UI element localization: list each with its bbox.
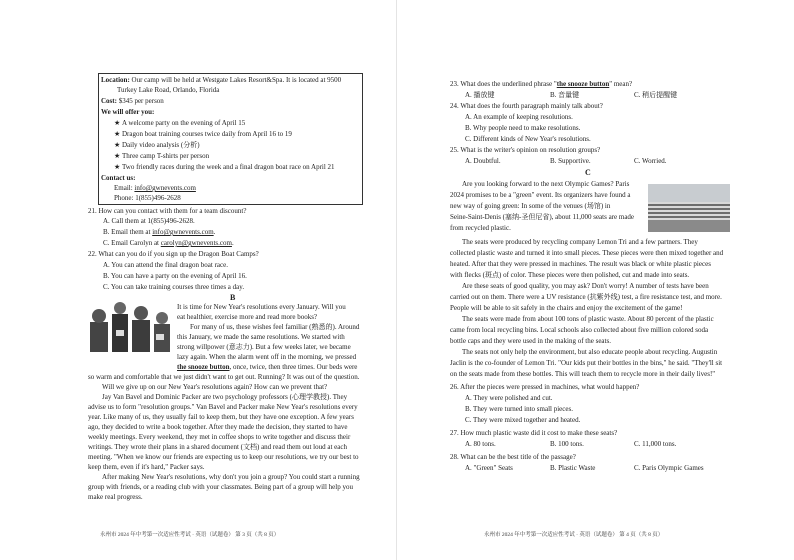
passage-b-line: eat healthier, exercise more and read more books? <box>177 313 318 321</box>
passage-c-line: came from local recycling bins. Local schools also collected about five million colored soda <box>450 326 709 334</box>
q26-option-a[interactable]: A. They were polished and cut. <box>465 394 553 402</box>
passage-b-line: For many of us, these wishes feel familiar (熟悉的). Around <box>190 323 360 331</box>
passage-c-line: Are these seats of good quality, you may ask? Don't worry! A number of tests have been <box>462 282 709 290</box>
passage-c-line: The seats not only help the environment, but also educate people about recycling. Augustin <box>462 348 718 356</box>
passage-c-line: Jaclin is the co-founder of Lemon Tri. "Our kids put their bottles in the bins," he said. "They'll sit <box>450 359 723 367</box>
passage-c-line: with flecks (斑点) of color. These pieces were then polished, cut and made into seats. <box>450 271 690 279</box>
q22-option-b[interactable]: B. You can have a party on the evening of April 16. <box>103 272 247 280</box>
passage-b-line: After making New Year's resolutions, why don't you join a group? You could start a running <box>102 473 360 481</box>
q25-option-a[interactable]: A. Doubtful. <box>465 157 501 165</box>
right-page-footer: 永州市 2024 年中考第一次适应性考试 · 英语（试题卷） 第 4 页（共 8 页） <box>484 532 664 538</box>
passage-b-line: year. Like many of us, they usually fail to keep them, but they have one exception. A few years <box>88 413 354 421</box>
passage-b-line: group with friends, or a reading club with your classmates. Being part of a group will help you <box>88 483 353 491</box>
q23-option-c[interactable]: C. 稍后提醒键 <box>634 91 678 99</box>
q25-option-b[interactable]: B. Supportive. <box>550 157 591 165</box>
email-link[interactable]: info@gwnevents.com <box>134 184 196 192</box>
q24-stem: 24. What does the fourth paragraph mainly talk about? <box>450 102 603 110</box>
passage-c-line: heated. After that they were pressed in machines. The result was black or white plastic pieces <box>450 260 711 268</box>
passage-b-line: meeting. "When we know our friends are expecting us to keep our resolutions, we try our best to <box>88 453 359 461</box>
passage-b-line: keep them, even if it's hard," Packer says. <box>88 463 205 471</box>
q24-option-b[interactable]: B. Why people need to make resolutions. <box>465 124 581 132</box>
star-icon: ★ <box>114 119 121 127</box>
q28-stem: 28. What can be the best title of the passage? <box>450 453 576 461</box>
notice-email: Email: info@gwnevents.com <box>114 184 196 192</box>
q22-option-c[interactable]: C. You can take training courses three times a day. <box>103 283 245 291</box>
passage-c-line: People will be able to sit safely in the chairs and enjoy the excitement of the game! <box>450 304 683 312</box>
q27-option-c[interactable]: C. 11,000 tons. <box>634 440 677 448</box>
q21-option-b[interactable]: B. Email them at info@gwnevents.com. <box>103 228 216 236</box>
offer-item: ★ Two friendly races during the week and a final dragon boat race on April 21 <box>114 163 335 171</box>
left-page-footer: 永州市 2024 年中考第一次适应性考试 · 英语（试题卷） 第 3 页（共 8 页） <box>100 532 280 538</box>
star-icon: ★ <box>114 152 121 160</box>
passage-b-line: ago, they decided to write a book together. After they made the decision, they started to have <box>88 423 348 431</box>
notice-phone: Phone: 1(855)496-2628 <box>114 194 181 202</box>
passage-c-line: Are you looking forward to the next Olympic Games? Paris <box>462 180 630 188</box>
passage-b-line: Jay Van Bavel and Dominic Packer are two psychology professors (心理学教授). They <box>102 393 348 401</box>
q28-option-b[interactable]: B. Plastic Waste <box>550 464 596 472</box>
q25-option-c[interactable]: C. Worried. <box>634 157 667 165</box>
passage-c-line: The seats were made from about 100 tons of plastic waste. About 80 percent of the plastic <box>462 315 714 323</box>
star-icon: ★ <box>114 141 121 149</box>
q21-option-c[interactable]: C. Email Carolyn at carolyn@gwnevents.com. <box>103 239 234 247</box>
offer-item: ★ Daily video analysis (分析) <box>114 141 200 149</box>
passage-c-line: bottle caps and they were used in the making of the seats. <box>450 337 611 345</box>
page-divider <box>396 0 397 560</box>
passage-c-line: Seine-Saint-Denis (塞纳-圣但尼省), about 11,000 seats are made <box>450 213 635 221</box>
notice-contact-heading: Contact us: <box>101 174 136 182</box>
q24-option-a[interactable]: A. An example of keeping resolutions. <box>465 113 573 121</box>
q22-stem: 22. What can you do if you sign up the Dragon Boat Camps? <box>88 250 259 258</box>
q27-option-a[interactable]: A. 80 tons. <box>465 440 496 448</box>
passage-b-line: strong willpower (意志力). But a few weeks later, we became <box>177 343 351 351</box>
q23-stem: 23. What does the underlined phrase "the snooze button" mean? <box>450 80 633 88</box>
photo-seat-row <box>648 212 730 214</box>
q23-option-b[interactable]: B. 音量键 <box>550 91 580 99</box>
passage-b-line: weekly meetings. Every weekend, they met in coffee shops to write together and discuss their <box>88 433 351 441</box>
passage-b-line: It is time for New Year's resolutions every January. Will you <box>177 303 346 311</box>
stadium-seats-photo <box>648 184 730 232</box>
q28-option-a[interactable]: A. "Green" Seats <box>465 464 513 472</box>
photo-field <box>648 220 730 232</box>
section-b-heading: B <box>230 293 236 302</box>
q23-option-a[interactable]: A. 播放键 <box>465 91 495 99</box>
q27-option-b[interactable]: B. 100 tons. <box>550 440 584 448</box>
passage-c-line: The seats were produced by recycling company Lemon Tri and a few partners. They <box>462 238 698 246</box>
notice-location: Location: Our camp will be held at Westgate Lakes Resort&Spa. It is located at 9500 <box>101 76 342 84</box>
passage-b-line: advise us to form "resolution groups." Van Bavel and Packer make New Year's resolutions every <box>88 403 358 411</box>
notice-location-line2: Turkey Lake Road, Orlando, Florida <box>117 86 220 94</box>
notice-offer-heading: We will offer you: <box>101 108 155 116</box>
passage-b-line: lazy again. When the alarm went off in the morning, we pressed <box>177 353 357 361</box>
passage-c-line: new way of going green: In some of the venues (场馆) in <box>450 202 611 210</box>
photo-seat-row <box>648 208 730 210</box>
offer-item: ★ Three camp T-shirts per person <box>114 152 210 160</box>
passage-b-line: make real progress. <box>88 493 143 501</box>
q21-option-a[interactable]: A. Call them at 1(855)496-2628. <box>103 217 195 225</box>
passage-b-line: so warm and comfortable that we just didn't want to get out. Running? It was out of the question. <box>88 373 360 381</box>
q27-stem: 27. How much plastic waste did it cost to make these seats? <box>450 429 618 437</box>
photo-seat-row <box>648 204 730 206</box>
star-icon: ★ <box>114 130 121 138</box>
section-c-heading: C <box>585 168 591 177</box>
passage-c-line: 2024 promises to be a "green" event. Its organizers have found a <box>450 191 631 199</box>
passage-b-line: this January, we made the same resolutions. We started with <box>177 333 345 341</box>
notice-cost: Cost: $345 per person <box>101 97 164 105</box>
star-icon: ★ <box>114 163 121 171</box>
offer-item: ★ A welcome party on the evening of April 15 <box>114 119 246 127</box>
passage-c-line: on the seats made from these bottles. This will teach them to recycle more in their daily lives!" <box>450 370 716 378</box>
passage-b-line: Will we give up on our New Year's resolutions again? How can we prevent that? <box>102 383 328 391</box>
q26-stem: 26. After the pieces were pressed in machines, what would happen? <box>450 383 640 391</box>
q25-stem: 25. What is the writer's opinion on resolution groups? <box>450 146 601 154</box>
snooze-phrase: the snooze button <box>177 363 230 371</box>
q24-option-c[interactable]: C. Different kinds of New Year's resolutions. <box>465 135 591 143</box>
q21-stem: 21. How can you contact with them for a team discount? <box>88 207 247 215</box>
passage-b-snooze-line: the snooze button, once, twice, then three times. Our beds were <box>177 363 358 371</box>
passage-c-line: carried out on them. There were a UV resistance (抗紫外线) test, a fire resistance test, and more. <box>450 293 722 301</box>
photo-sky <box>648 184 730 202</box>
people-pressing-snooze-illustration <box>86 300 176 355</box>
q26-option-b[interactable]: B. They were turned into small pieces. <box>465 405 573 413</box>
passage-c-line: from recycled plastic. <box>450 224 511 232</box>
q26-option-c[interactable]: C. They were mixed together and heated. <box>465 416 581 424</box>
passage-c-line: collected plastic waste and turned it into small pieces. These pieces were then mixed together and <box>450 249 724 257</box>
offer-item: ★ Dragon boat training courses twice daily from April 16 to 19 <box>114 130 292 138</box>
q22-option-a[interactable]: A. You can attend the final dragon boat race. <box>103 261 228 269</box>
photo-seat-row <box>648 216 730 218</box>
q28-option-c[interactable]: C. Paris Olympic Games <box>634 464 704 472</box>
passage-b-line: writings. They wrote their plans in a shared document (文档) and read them out loud at each <box>88 443 347 451</box>
